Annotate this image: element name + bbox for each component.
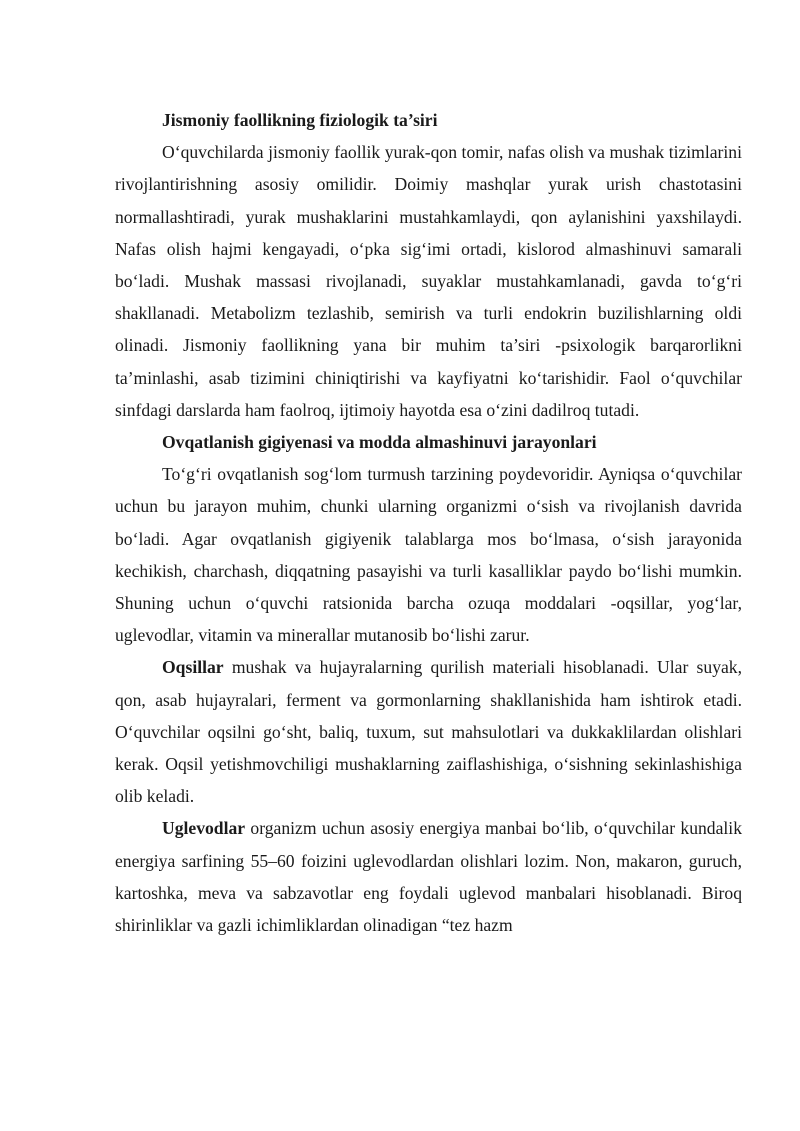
term-proteins-text: mushak va hujayralarning qurilish materiali hisoblanadi. Ular suyak, qon, asab hujayralari, ferment va gormonlarning shakllanishida ham ishtirok etadi. O‘quvchilar oqsilni go‘sht, baliq, tuxum, sut mahsulotlari va dukkaklilardan olishlari kerak. Oqsil yetishmovchiligi mushaklarning zaiflashishiga, o‘sishning sekinlashishiga olib keladi. (115, 657, 742, 807)
paragraph-physical-activity: O‘quvchilarda jismoniy faollik yurak-qon tomir, nafas olish va mushak tizimlarini rivojlantirishning asosiy omilidir. Doimiy mashqlar yurak urish chastotasini normallashtiradi, yurak mushaklarini mustahkamlaydi, qon aylanishini yaxshilaydi. Nafas olish hajmi kengayadi, o‘pka sig‘imi ortadi, kislorod almashinuvi samarali bo‘ladi. Mushak massasi rivojlanadi, suyaklar mustahkamlanadi, gavda to‘g‘ri shakllanadi. Metabolizm tezlashib, semirish va turli endokrin buzilishlarning oldi olinadi. Jismoniy faollikning yana bir muhim ta’siri -psixologik barqarorlikni ta’minlashi, asab tizimini chiniqtirishi va kayfiyatni ko‘tarishidir. Faol o‘quvchilar sinfdagi darslarda ham faolroq, ijtimoiy hayotda esa o‘zini dadilroq tutadi. (115, 142, 742, 420)
section-heading-nutrition: Ovqatlanish gigiyenasi va modda almashinuvi jarayonlari (162, 432, 597, 453)
document-body (115, 104, 742, 941)
term-carbohydrates-text: organizm uchun asosiy energiya manbai bo‘lib, o‘quvchilar kundalik energiya sarfining 55–60 foizini uglevodlardan olishlari lozim. Non, makaron, guruch, kartoshka, meva va sabzavotlar eng foydali uglevod manbalari hisoblanadi. Biroq shirinliklar va gazli ichimliklardan olinadigan “tez hazm (115, 818, 742, 936)
paragraph-nutrition: To‘g‘ri ovqatlanish sog‘lom turmush tarzining poydevoridir. Ayniqsa o‘quvchilar uchun bu jarayon muhim, chunki ularning organizmi o‘sish va rivojlanish davrida bo‘ladi. Agar ovqatlanish gigiyenik talablarga mos bo‘lmasa, o‘sish jarayonida kechikish, charchash, diqqatning pasayishi va turli kasalliklar paydo bo‘lishi mumkin. Shuning uchun o‘quvchi ratsionida barcha ozuqa moddalari -oqsillar, yog‘lar, uglevodlar, vitamin va minerallar mutanosib bo‘lishi zarur. (115, 464, 742, 646)
term-proteins: Oqsillar (162, 657, 224, 678)
term-carbohydrates: Uglevodlar (162, 818, 246, 839)
section-heading-physical-activity: Jismoniy faollikning fiziologik ta’siri (162, 110, 438, 130)
paragraph-carbohydrates (115, 812, 742, 941)
paragraph-proteins (115, 651, 742, 812)
